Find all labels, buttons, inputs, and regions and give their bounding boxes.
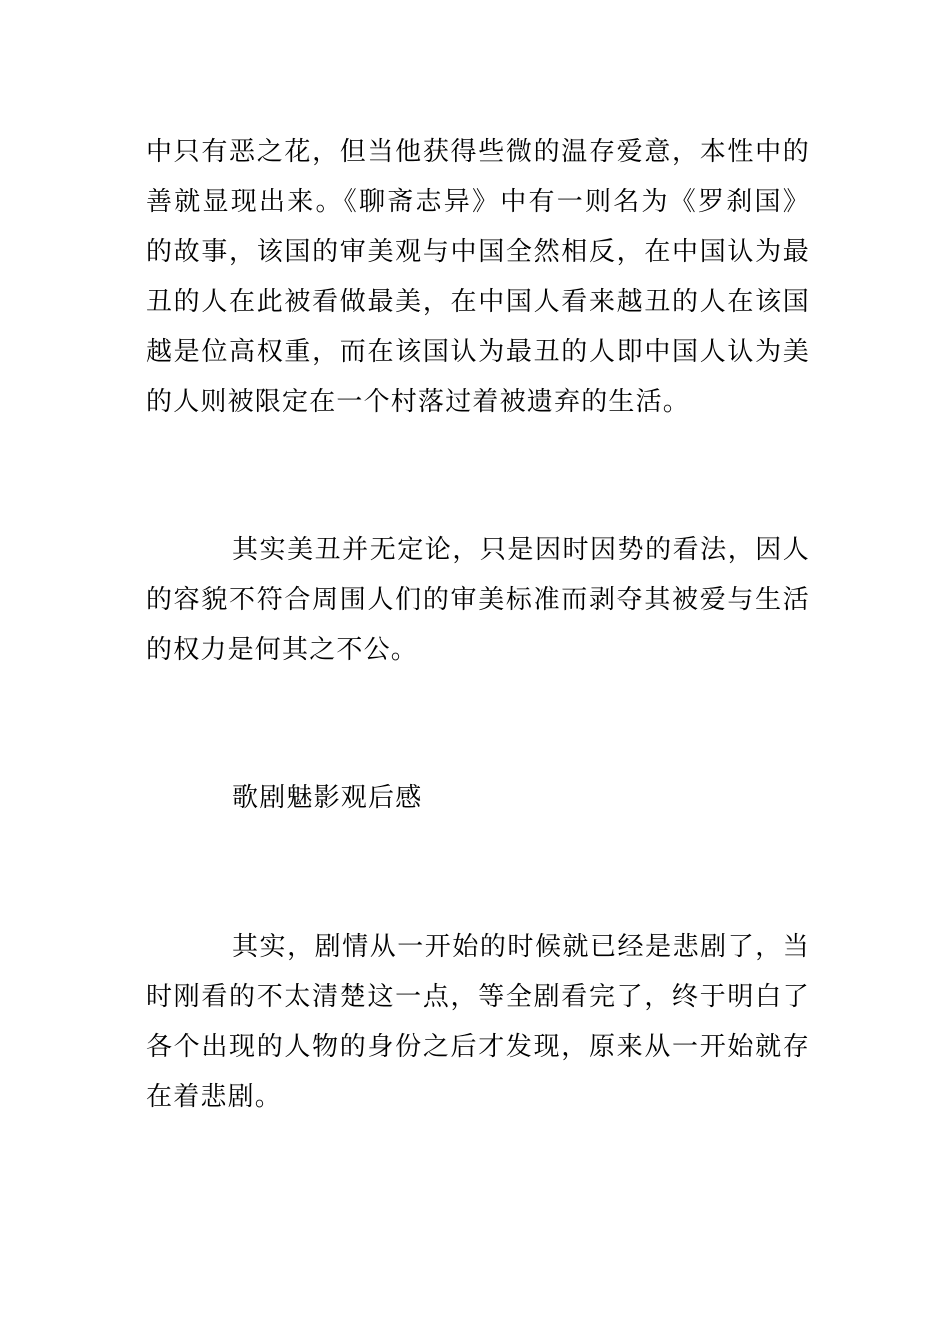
paragraph-tragedy: 其实，剧情从一开始的时候就已经是悲剧了，当时刚看的不太清楚这一点，等全剧看完了，终于明白了各个出现的人物的身份之后才发现，原来从一开始就存在着悲剧。 (146, 932, 810, 1112)
paragraph-beauty-ugliness: 其实美丑并无定论，只是因时因势的看法，因人的容貌不符合周围人们的审美标准而剥夺其被爱与生活的权力是何其之不公。 (146, 535, 810, 665)
section-heading: 歌剧魅影观后感 (232, 783, 423, 813)
paragraph-continued: 中只有恶之花，但当他获得些微的温存爱意，本性中的善就显现出来。《聊斋志异》中有一则名为《罗刹国》的故事，该国的审美观与中国全然相反，在中国认为最丑的人在此被看做最美，在中国人看来越丑的人在该国越是位高权重，而在该国认为最丑的人即中国人认为美的人则被限定在一个村落过着被遗弃的生活。 (146, 137, 810, 417)
